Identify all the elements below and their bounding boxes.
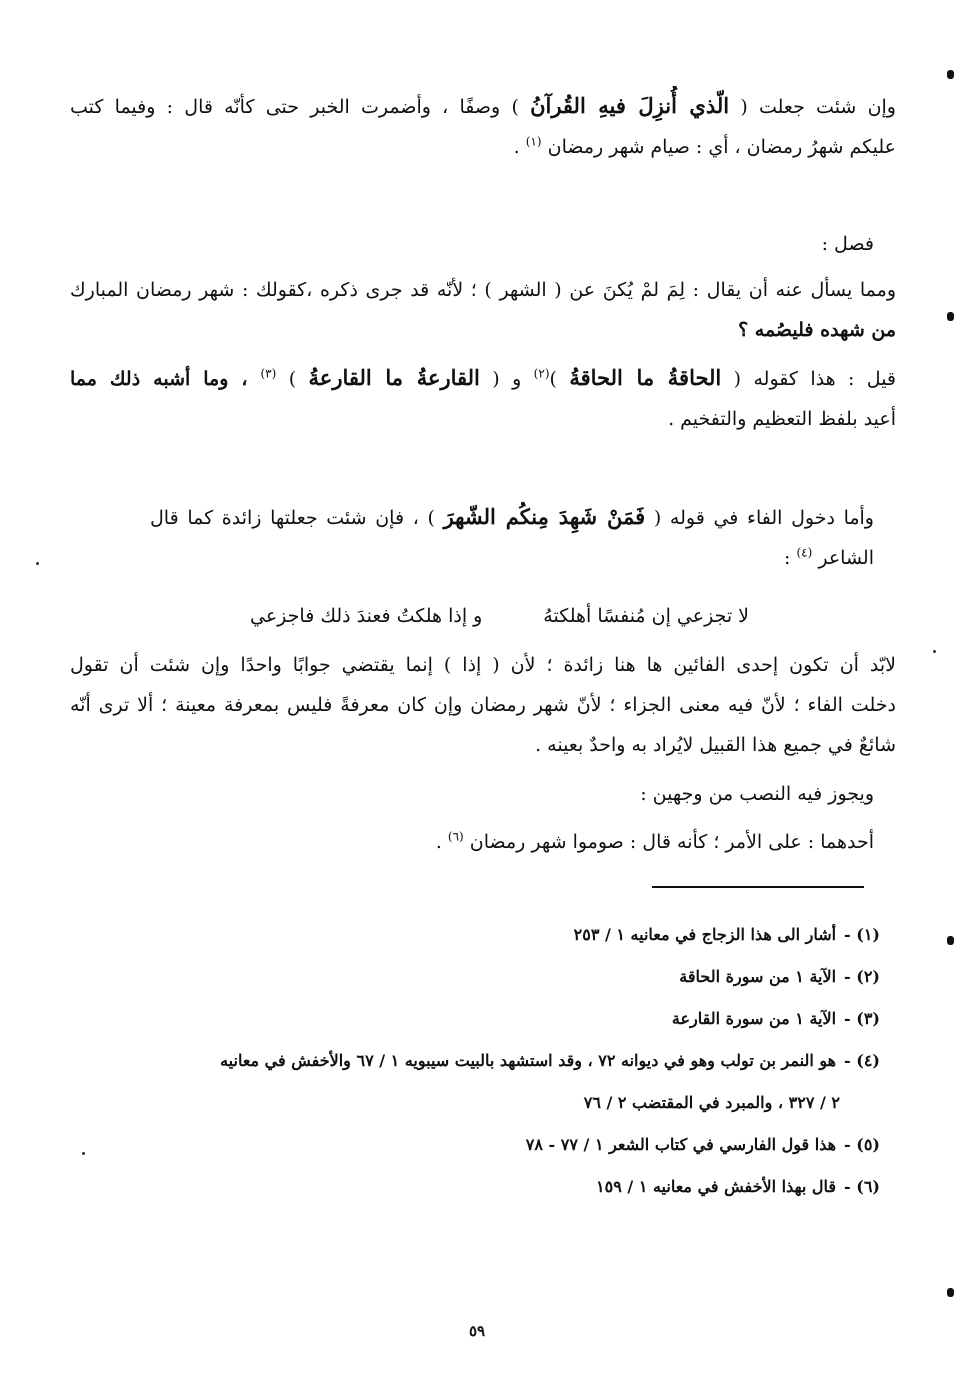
text-segment: ) ، فإن شئت جعلتها زائدة كما قال: [150, 507, 444, 529]
section-heading: [822, 224, 874, 264]
paragraph-5-line-3: شائعٌ في جميع هذا القبيل لايُراد به واحدٌ بعينه .: [535, 734, 896, 756]
paragraph-1: [70, 86, 896, 167]
paragraph-3: [70, 358, 896, 439]
text-segment: عليكم شهرُ رمضان ، أي : صيام شهر رمضان: [547, 136, 896, 158]
paragraph-6: [640, 774, 874, 814]
paragraph-3-line-1: [70, 358, 896, 399]
footnote-number: (٢) -: [844, 967, 880, 986]
text-segment: ، وما أشبه ذلك مما: [70, 368, 261, 390]
text-segment: و (: [479, 368, 534, 390]
paragraph-5: [70, 645, 896, 765]
text-segment: ): [276, 368, 309, 390]
paragraph-5-line-1: لابّد أن تكون إحدى الفائين ها هنا زائدة ؛ لأن ( إذا ) إنما يقتضي جوابًا واحدًا وإن شئت أن تقول: [70, 654, 896, 676]
footnote-text: هذا قول الفارسي في كتاب الشعر ١ / ٧٧ - ٧٨: [525, 1135, 837, 1154]
paragraph-6-line-1: ويجوز فيه النصب من وجهين :: [640, 783, 874, 805]
page-number: ٥٩: [468, 1322, 486, 1340]
footnote-separator: [652, 886, 864, 888]
footnote-ref: (٤): [796, 545, 813, 560]
scan-mark: [947, 312, 954, 321]
footnote-ref: (٢): [533, 366, 550, 381]
paragraph-5-line-2: دخلت الفاء ؛ لأنّ فيه معنى الجزاء ؛ لأنّ شهر رمضان وإن كان معرفةً فليس بمعرفة معينة ؛ ألا ترى أنّه: [70, 694, 896, 716]
quran-quote: الحاقةُ ما الحاقةُ: [569, 365, 722, 390]
paragraph-7-line-1: [436, 822, 874, 862]
footnotes: [120, 914, 880, 1208]
scan-mark: [947, 936, 954, 945]
footnote-number: (١) -: [844, 925, 880, 944]
text-segment: قيل : هذا كقوله (: [721, 368, 896, 390]
footnote-4-continuation: ٢ / ٣٢٧ ، والمبرد في المقتضب ٢ / ٧٦: [583, 1093, 840, 1112]
footnote-2: [120, 956, 880, 998]
quran-quote: فَمَنْ شَهِدَ مِنكُم الشّهرَ: [443, 504, 646, 529]
scan-mark: [947, 70, 954, 79]
paragraph-1-line-1: [70, 86, 896, 127]
paragraph-2: [70, 270, 896, 350]
text-segment: وأما دخول الفاء في قوله (: [645, 507, 874, 529]
footnote-5: [120, 1124, 880, 1166]
paragraph-2-line-2: من شهده فليصُمه ؟: [738, 319, 896, 341]
footnote-ref: (٦): [447, 829, 464, 844]
footnote-3: [120, 998, 880, 1040]
footnote-text: قال بهذا الأخفش في معانيه ١ / ١٥٩: [596, 1177, 837, 1196]
footnote-ref: (١): [525, 134, 542, 149]
footnote-text: هو النمر بن تولب وهو في ديوانه ٧٢ ، وقد استشهد بالبيت سيبويه ١ / ٦٧ والأخفش في معانيه: [220, 1051, 837, 1070]
section-heading-text: فصل :: [821, 233, 874, 255]
scan-mark: [947, 1288, 954, 1297]
footnote-number: (٥) -: [844, 1135, 880, 1154]
paragraph-3-line-2: أعيد بلفظ التعظيم والتفخيم .: [668, 408, 896, 430]
footnote-number: (٦) -: [844, 1177, 880, 1196]
footnote-text: أشار الى هذا الزجاج في معانيه ١ / ٢٥٣: [573, 925, 837, 944]
paragraph-4-line-2: [150, 538, 874, 578]
footnote-text: الآية ١ من سورة الحاقة: [679, 967, 837, 986]
quran-quote: الّذي أُنزِلَ فيهِ القُرآنُ: [530, 93, 730, 118]
paragraph-7: [436, 822, 874, 862]
footnote-1: [120, 914, 880, 956]
footnote-ref: (٣): [260, 366, 277, 381]
quran-quote: القارعةُ ما القارعةُ: [308, 365, 480, 390]
text-segment: .: [513, 136, 526, 158]
text-segment: ): [549, 368, 570, 390]
text-segment: .: [435, 831, 448, 853]
footnote-number: (٤) -: [844, 1051, 880, 1070]
text-segment: وإن شئت جعلت (: [729, 96, 896, 118]
text-segment: ) وصفًا ، وأضمرت الخبر حتى كأنّه قال : وفيما كتب: [70, 96, 531, 118]
paragraph-1-line-2: [70, 127, 896, 167]
footnote-number: (٣) -: [844, 1009, 880, 1028]
scan-speck: [933, 650, 936, 653]
text-segment: أحدهما : على الأمر ؛ كأنه قال : صوموا شهر رمضان: [469, 831, 874, 853]
text-segment: :: [784, 547, 797, 569]
footnote-text: الآية ١ من سورة القارعة: [671, 1009, 837, 1028]
footnote-6: [120, 1166, 880, 1208]
text-segment: الشاعر: [818, 547, 874, 569]
verse-hemistich-1: لا تجزعي إن مُنفسًا أهلكتهُ: [543, 605, 749, 627]
verse-hemistich-2: و إذا هلكتُ فعندَ ذلك فاجزعي: [250, 605, 483, 627]
paragraph-2-line-1: ومما يسأل عنه أن يقال : لِمَ لمْ يُكنَ عن ( الشهر ) ؛ لأنّه قد جرى ذكره ،كقولك : شهر رمضان المبارك: [70, 279, 896, 301]
footnote-4: [120, 1040, 880, 1082]
paragraph-4-line-1: [150, 497, 874, 538]
paragraph-4: [150, 497, 874, 578]
scan-speck: [82, 1152, 85, 1155]
scan-speck: [36, 562, 39, 565]
